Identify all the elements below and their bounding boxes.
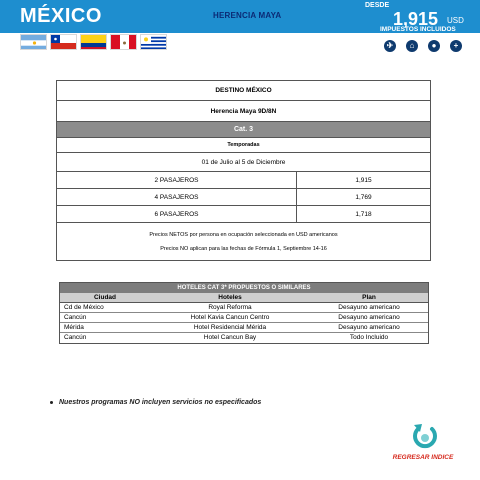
peru-flag[interactable]: [110, 34, 137, 50]
colombia-flag[interactable]: [80, 34, 107, 50]
hotels-title: HOTELES CAT 3* PROPUESTOS O SIMILARES: [60, 283, 428, 293]
col-city-header: Ciudad: [93, 294, 117, 301]
city-cell: Cancún: [64, 314, 87, 321]
argentina-flag[interactable]: [20, 34, 47, 50]
plan-cell: Desayuno americano: [338, 314, 400, 321]
date-range: 01 de Julio al 5 de Diciembre: [57, 153, 430, 172]
table-row: [57, 189, 430, 206]
hotel-icon: ⌂: [406, 40, 418, 52]
bullet-icon: [50, 401, 53, 404]
program-subtitle: Herencia Maya 9D/8N: [57, 101, 430, 122]
price-table: [56, 80, 431, 261]
price-value: 1,915: [393, 9, 439, 29]
back-to-index-button[interactable]: [378, 420, 468, 465]
col-hotels-header: Hoteles: [218, 294, 242, 301]
hotels-table: [59, 282, 429, 344]
col-plan-header: Plan: [362, 294, 376, 301]
pax-price: 1,915: [355, 176, 372, 184]
table-row: [60, 313, 428, 323]
assistance-icon: +: [450, 40, 462, 52]
footer-note-text: Nuestros programas NO incluyen servicios no especificados: [59, 399, 262, 406]
chile-flag[interactable]: [50, 34, 77, 50]
hotel-cell: Hotel Residencial Mérida: [193, 324, 267, 331]
pax-label: 4 PASAJEROS: [57, 189, 297, 205]
season-label: Temporadas: [57, 138, 430, 153]
hotel-cell: Royal Reforma: [208, 304, 252, 311]
plan-cell: Desayuno americano: [338, 324, 400, 331]
return-arrow-icon[interactable]: [410, 420, 440, 450]
hotel-cell: Hotel Kavia Cancun Centro: [190, 314, 270, 321]
pax-price: 1,718: [355, 210, 372, 218]
desde-label: DESDE: [365, 2, 390, 9]
pax-label: 6 PASAJEROS: [57, 206, 297, 222]
uruguay-flag[interactable]: [140, 34, 167, 50]
category-label: Cat. 3: [57, 122, 430, 138]
note-net-prices: Precios NETOS por persona en ocupación seleccionada en USD americanos: [149, 231, 338, 238]
program-name: HERENCIA MAYA: [213, 11, 282, 20]
table-row: [60, 323, 428, 333]
hotel-cell: Hotel Cancun Bay: [203, 334, 257, 341]
city-cell: Mérida: [64, 324, 84, 331]
plan-cell: Desayuno americano: [338, 304, 400, 311]
city-cell: Cd de México: [64, 304, 104, 311]
table-row: [57, 206, 430, 223]
flight-icon: ✈: [384, 40, 396, 52]
table-row: [60, 303, 428, 313]
pax-price: 1,769: [355, 193, 372, 201]
header-banner: [0, 0, 480, 33]
price-notes: [57, 223, 430, 260]
plan-cell: Todo Incluido: [349, 334, 389, 341]
hotels-header-row: [60, 293, 428, 303]
pax-label: 2 PASAJEROS: [57, 172, 297, 188]
table-row: [60, 333, 428, 343]
table-row: [57, 172, 430, 189]
city-cell: Cancún: [64, 334, 87, 341]
footer-note: [50, 399, 261, 406]
table-title: DESTINO MÉXICO: [57, 81, 430, 101]
taxes-label: IMPUESTOS INCLUIDOS: [380, 26, 456, 33]
country-title: MÉXICO: [20, 5, 102, 27]
transfer-icon: ●: [428, 40, 440, 52]
service-icons: [384, 40, 462, 52]
back-button-label[interactable]: REGRESAR INDICE: [392, 454, 454, 461]
country-flags: [20, 34, 167, 50]
note-formula1: Precios NO aplican para las fechas de Fórmula 1, Septiembre 14-16: [160, 245, 327, 252]
currency-label: USD: [447, 16, 464, 25]
